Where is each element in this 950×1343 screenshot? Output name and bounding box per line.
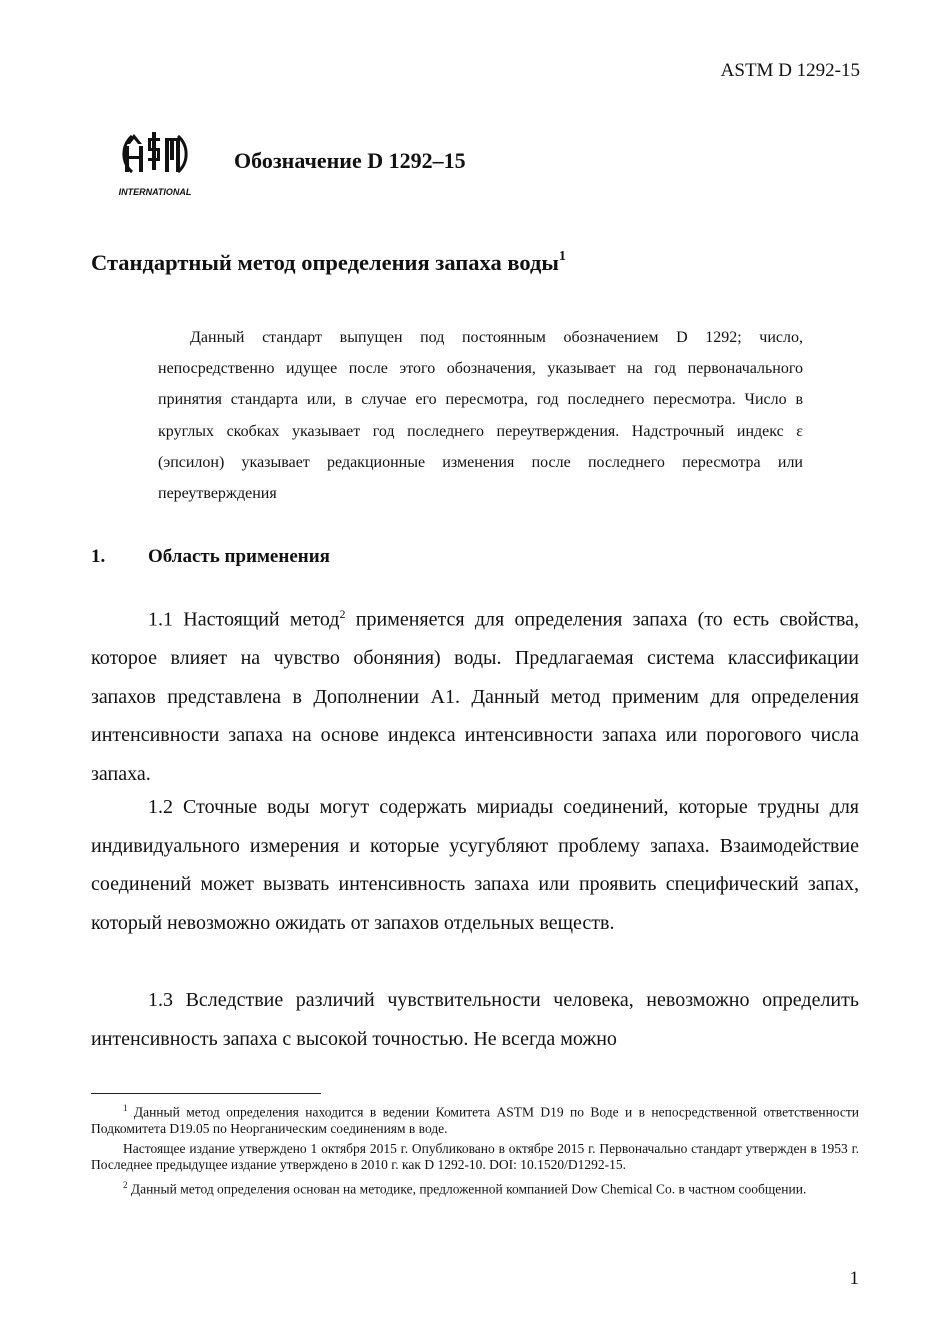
paragraph-1-1-rest: применяется для определения запаха (то есть свойства, которое влияет на чувство обоняния) воды. Предлагаемая система классификации запахов представлена в Дополнении А1. Данный метод применим для определения интенсивности запаха на основе индекса интенсивности запаха или порогового числа запаха.: [91, 608, 860, 786]
standard-notice: Данный стандарт выпущен под постоянным обозначением D 1292; число, непосредственно идущее после этого обозначения, указывает на год первоначального принятия стандарта или, в случае его пересмотра, год последнего пересмотра. Число в круглых скобках указывает год последнего переутверждения. Надстрочный индекс ε (эпсилон) указывает редакционные изменения после последнего пересмотра или переутверждения: [158, 329, 803, 503]
paragraph-footnote-ref[interactable]: 2: [339, 607, 346, 621]
footnote-divider: [91, 1093, 321, 1094]
logo-text: INTERNATIONAL: [118, 187, 192, 197]
paragraph-1-3: 1.3 Вследствие различий чувствительности человека, невозможно определить интенсивность запаха с высокой точностью. Не всегда можно: [91, 989, 859, 1050]
section-heading: [91, 546, 330, 568]
footnote-text: Данный метод определения находится в ведении Комитета ASTM D19 по Воде и в непосредственной ответственности Подкомитета D19.05 по Неорганическим соединениям в воде.: [91, 1104, 859, 1136]
footnote-marker: 2: [123, 1179, 128, 1190]
footnote-1-continued: [91, 1141, 859, 1174]
footnote-text: Данный метод определения основан на методике, предложенной компанией Dow Chemical Co. в частном сообщении.: [127, 1181, 807, 1196]
footnote-1: [91, 1100, 859, 1138]
footnote-text: Настоящее издание утверждено 1 октября 2015 г. Опубликовано в октябре 2015 г. Первоначально стандарт утвержден в 1953 г. Последнее предыдущее издание утверждено в 2010 г. как D 1292-10. DOI: 10.1520/D1292-15.: [91, 1140, 859, 1172]
page-number: 1: [849, 1268, 859, 1289]
section-number: 1.: [91, 546, 106, 567]
document-title: [91, 250, 566, 276]
paragraph-1-1: [91, 595, 859, 794]
footnote-marker: 1: [123, 1103, 128, 1113]
document-code: ASTM D 1292-15: [720, 60, 860, 81]
footnotes: [91, 1100, 859, 1201]
paragraph-1-2: 1.2 Сточные воды могут содержать мириады соединений, которые трудны для индивидуального измерения и которые усугубляют проблему запаха. Взаимодействие соединений может вызвать интенсивность запаха или проявить специфический запах, который невозможно ожидать от запахов отдельных веществ.: [91, 796, 859, 934]
section-title: Область применения: [148, 546, 330, 567]
paragraph-1-1-start: 1.1 Настоящий метод: [148, 608, 340, 631]
footnote-2: [91, 1177, 859, 1198]
document-title-text: Стандартный метод определения запаха воды: [91, 250, 559, 275]
standard-designation: Обозначение D 1292–15: [234, 148, 466, 173]
astm-logo: [112, 128, 198, 200]
title-footnote-ref[interactable]: 1: [558, 248, 566, 264]
